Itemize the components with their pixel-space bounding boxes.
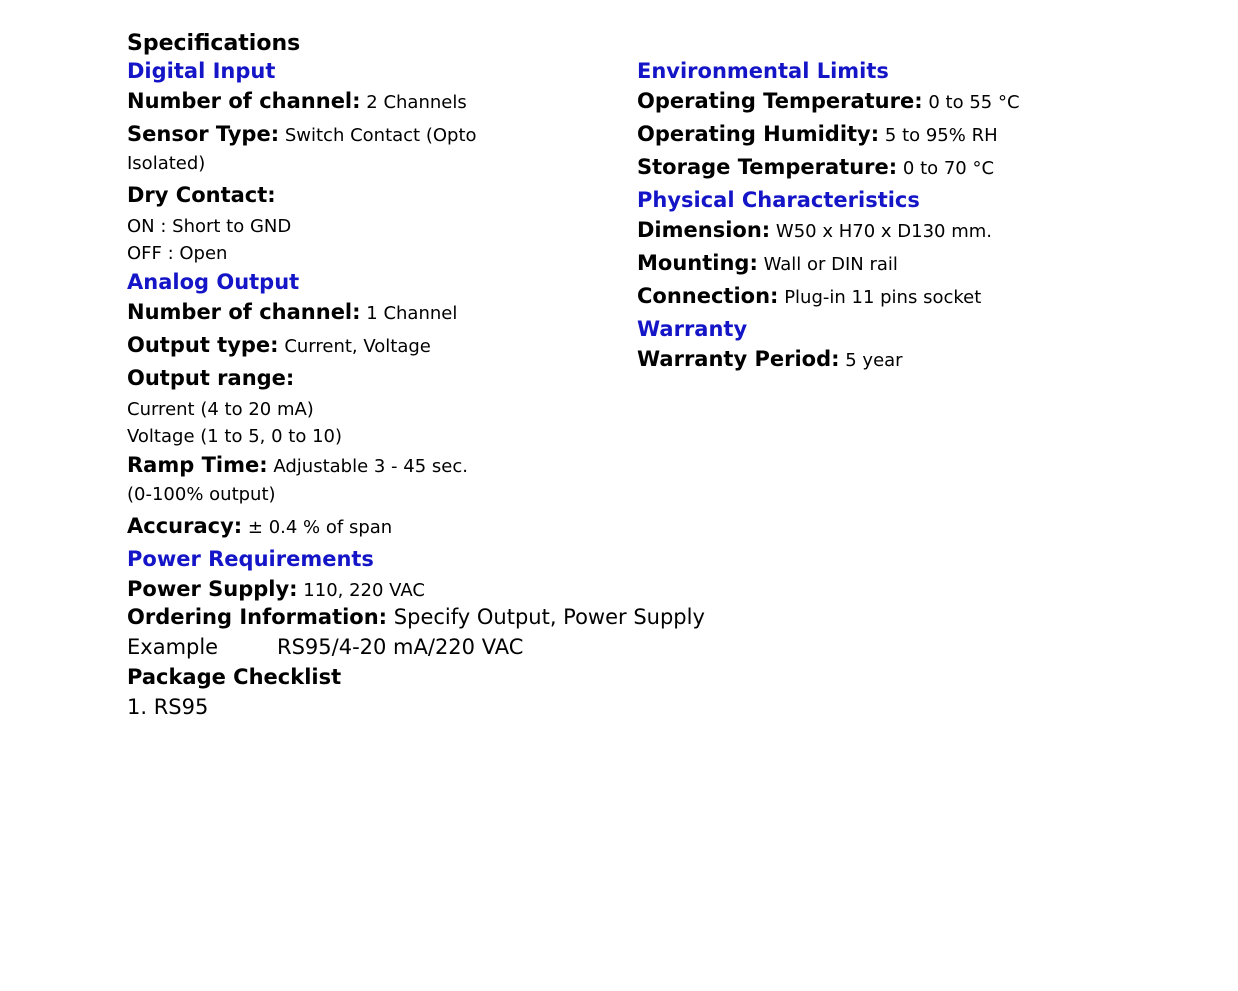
page-title: Specifications [127,31,301,56]
ordering-information-value: Specify Output, Power Supply [393,605,705,629]
output-range-current-line: Current (4 to 20 mA) [127,399,314,420]
spec-label: Ramp Time: [127,453,268,477]
dry-contact-off-line: OFF : Open [127,243,228,264]
section-heading-analog-output: Analog Output [127,270,300,294]
spec-label: Number of channel: [127,300,361,324]
spec-label: Number of channel: [127,89,361,113]
spec-value: 0 to 55 °C [928,92,1020,113]
spec-row-dry-contact [127,180,497,211]
spec-row-warranty-period [637,344,1107,375]
spec-label: Connection: [637,284,779,308]
spec-label: Storage Temperature: [637,155,898,179]
ordering-example-line [127,632,1027,662]
ordering-example-label: Example [127,635,219,659]
section-heading-warranty: Warranty [637,317,748,341]
spec-value: 1 Channel [366,303,458,324]
spec-value: Current, Voltage [284,336,431,357]
spec-label: Sensor Type: [127,122,280,146]
spec-value: Switch Contact (Opto Isolated) [127,125,477,174]
spec-value: 0 to 70 °C [902,158,995,179]
left-column [127,56,497,607]
spec-row-mounting [637,248,1107,279]
spec-value: Wall or DIN rail [763,254,898,275]
section-heading-environmental-limits: Environmental Limits [637,59,889,83]
spec-row-storage-temperature [637,152,1107,183]
package-checklist-label: Package Checklist [127,665,342,689]
spec-row-output-range [127,363,497,394]
spec-value: W50 x H70 x D130 mm. [775,221,992,242]
package-checklist-line [127,662,1027,692]
spec-value: 110, 220 VAC [303,580,425,601]
spec-label: Dimension: [637,218,771,242]
spec-row-di-number-of-channel [127,86,497,117]
section-heading-power-requirements: Power Requirements [127,547,374,571]
spec-label: Operating Temperature: [637,89,923,113]
section-heading-physical-characteristics: Physical Characteristics [637,188,920,212]
spec-label: Dry Contact: [127,183,276,207]
ordering-information-label: Ordering Information: [127,605,388,629]
spec-value: Adjustable 3 - 45 sec. (0-100% output) [127,456,468,505]
spec-row-dimension [637,215,1107,246]
spec-value: 2 Channels [366,92,467,113]
section-heading-digital-input: Digital Input [127,59,276,83]
spec-row-operating-temperature [637,86,1107,117]
spec-row-ao-number-of-channel [127,297,497,328]
spec-row-sensor-type [127,119,497,178]
spec-label: Operating Humidity: [637,122,880,146]
spec-value: Plug-in 11 pins socket [784,287,982,308]
spec-value: 5 year [845,350,903,371]
spec-label: Output type: [127,333,279,357]
right-column [637,56,1107,377]
spec-value: 5 to 95% RH [884,125,998,146]
ordering-information-line [127,602,1027,632]
output-range-voltage-line: Voltage (1 to 5, 0 to 10) [127,426,343,447]
spec-label: Output range: [127,366,295,390]
spec-row-operating-humidity [637,119,1107,150]
spec-row-ramp-time [127,450,497,509]
spec-row-accuracy [127,511,497,542]
spec-label: Power Supply: [127,577,298,601]
spec-label: Accuracy: [127,514,243,538]
spec-row-connection [637,281,1107,312]
ordering-section [127,602,1027,722]
spec-row-power-supply [127,574,497,605]
spec-label: Warranty Period: [637,347,840,371]
package-checklist-item: 1. RS95 [127,695,209,719]
spec-row-output-type [127,330,497,361]
spec-value: ± 0.4 % of span [247,517,393,538]
dry-contact-on-line: ON : Short to GND [127,216,292,237]
ordering-example-value: RS95/4-20 mA/220 VAC [277,635,524,659]
spec-label: Mounting: [637,251,758,275]
